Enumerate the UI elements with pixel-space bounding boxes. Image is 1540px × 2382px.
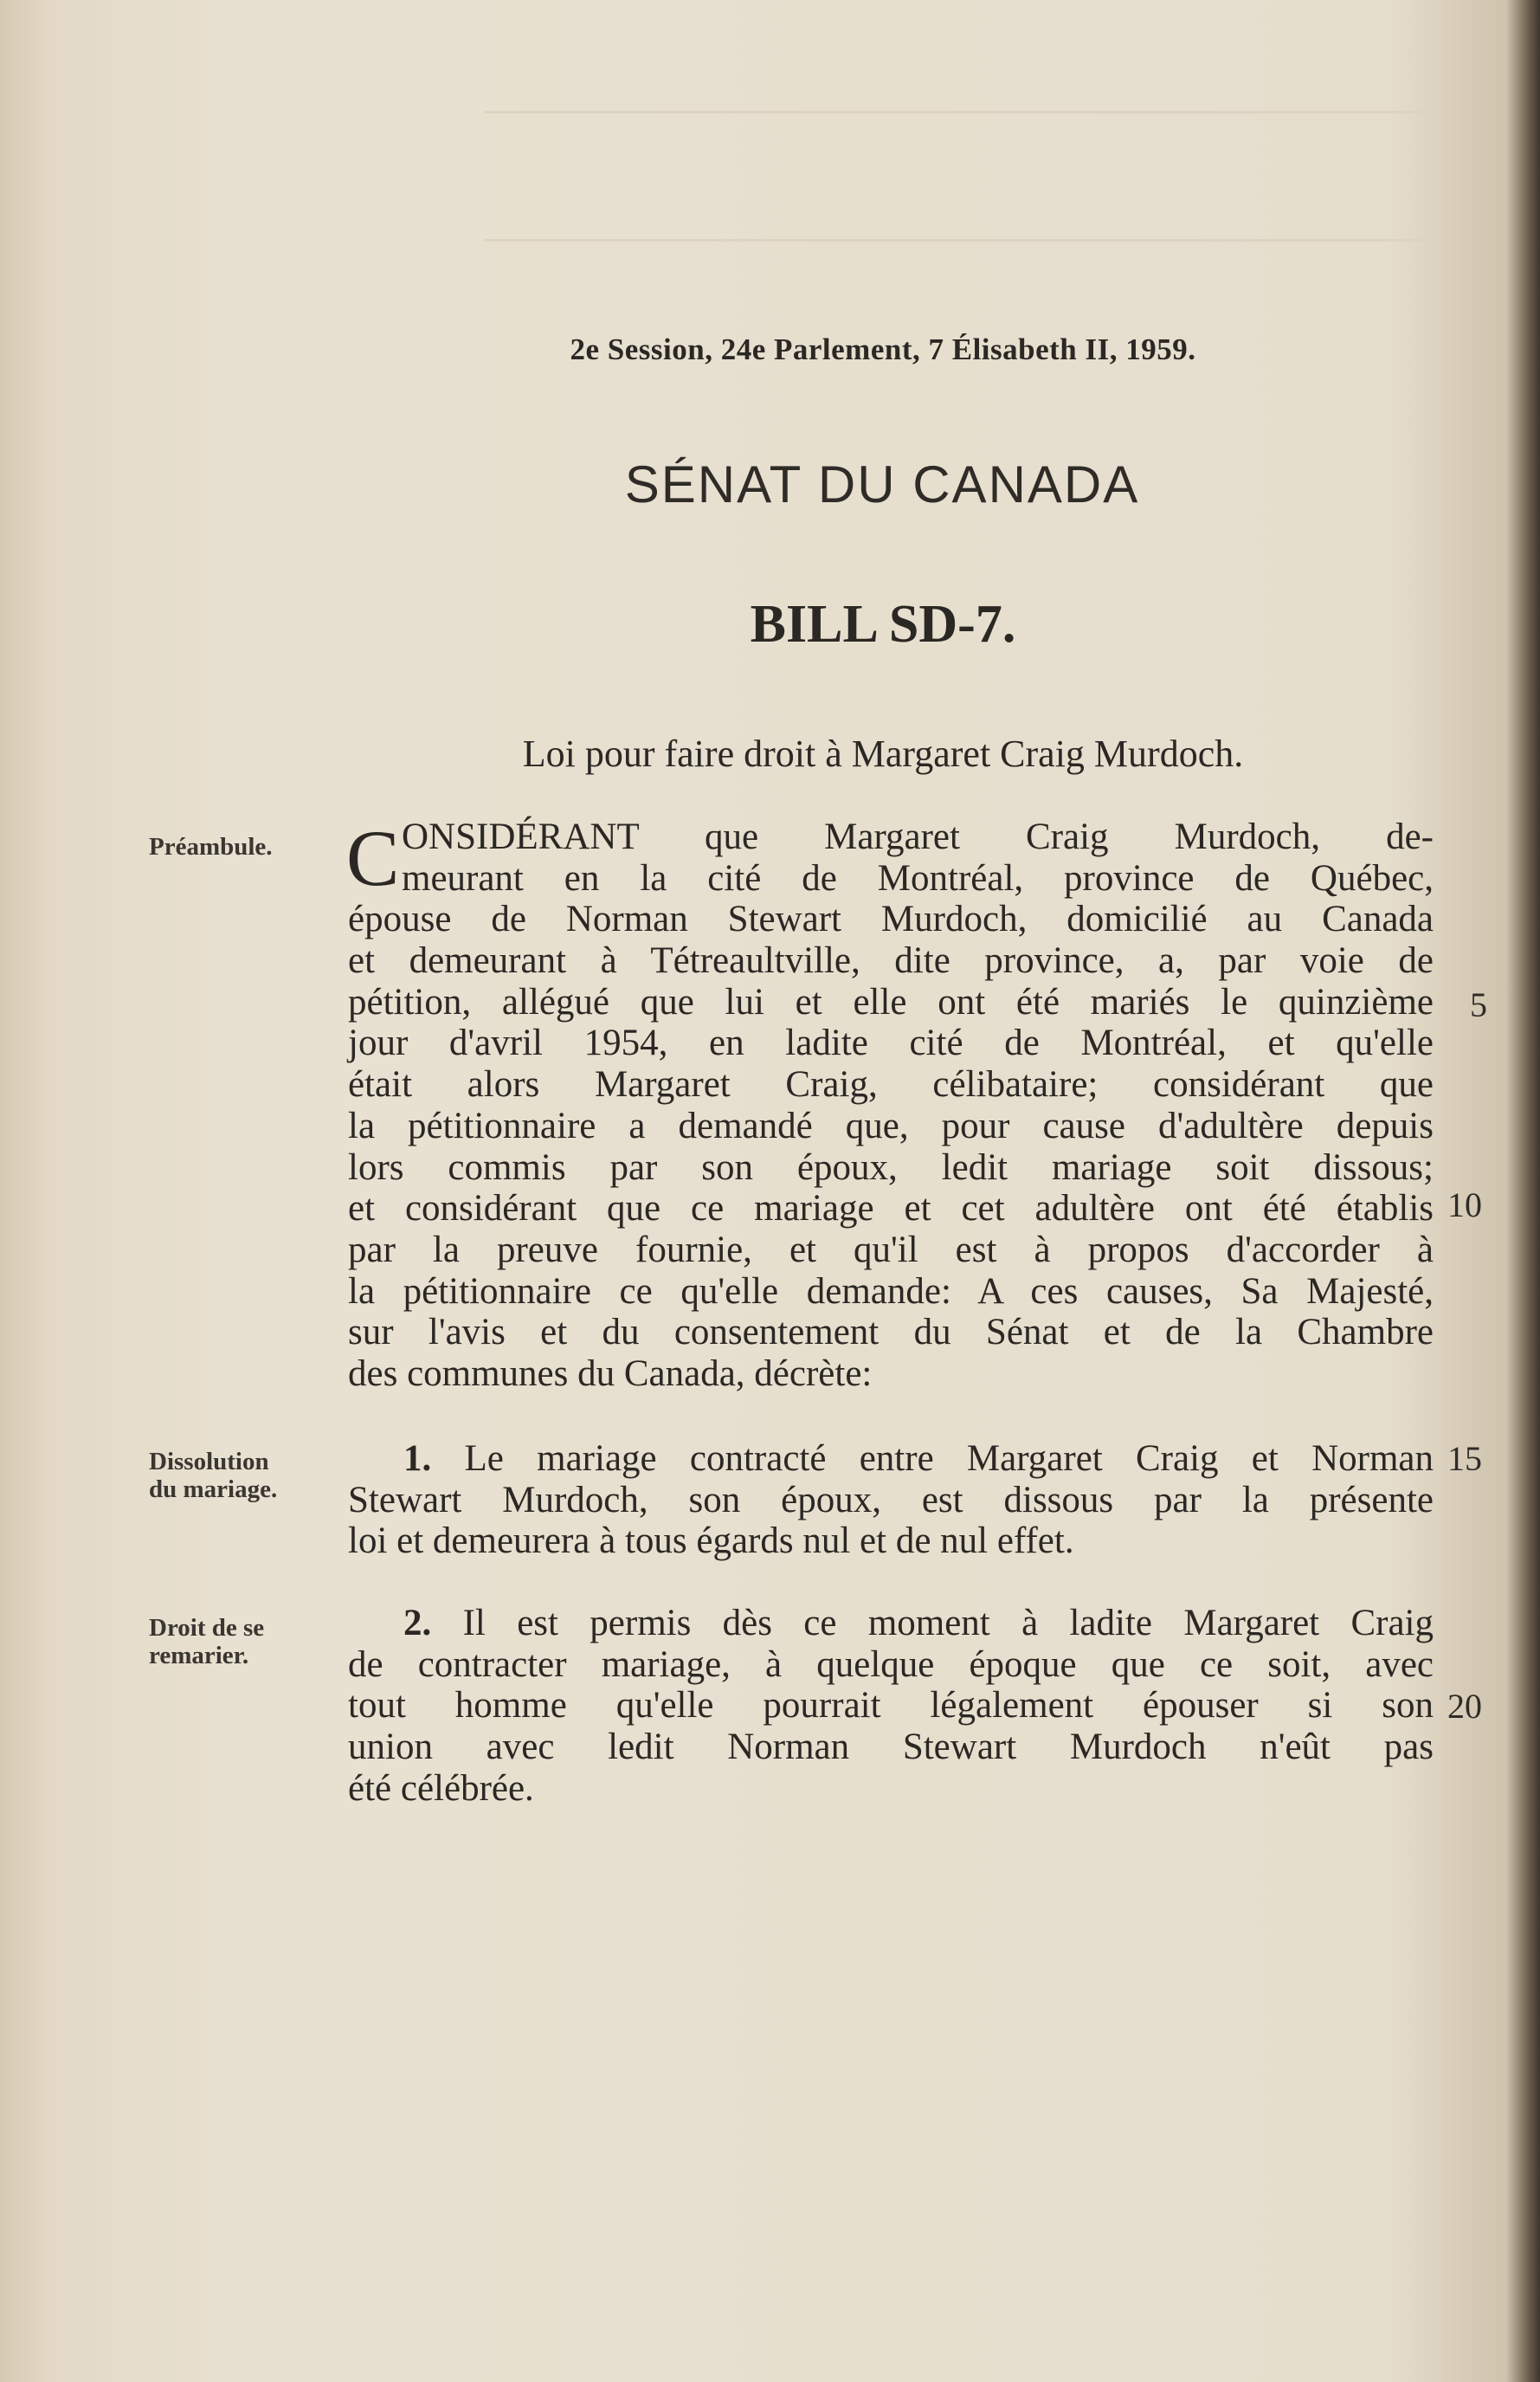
text-line: était alors Margaret Craig, célibataire; considérant que — [348, 1064, 1434, 1106]
text-line: la pétitionnaire a demandé que, pour cause d'adultère depuis — [348, 1105, 1434, 1146]
chamber-heading: SÉNAT DU CANADA — [624, 455, 1140, 513]
text-line: Stewart Murdoch, son époux, est dissous par la présente — [348, 1479, 1434, 1520]
margin-note-dissolution — [149, 1448, 322, 1503]
text-line: meurant en la cité de Montréal, province de Québec, — [402, 857, 1434, 899]
margin-note-text: Préambule. — [149, 833, 273, 861]
text-line: pétition, allégué que lui et elle ont été mariés le quinzième — [348, 981, 1434, 1023]
text-line-content: Il est permis dès ce moment à ladite Margaret Craig — [462, 1603, 1434, 1643]
text-line: de contracter mariage, à quelque époque que ce soit, avec — [348, 1643, 1434, 1685]
text-line: et demeurant à Tétreaultville, dite province, a, par voie de — [348, 940, 1434, 982]
text-line — [348, 1438, 1434, 1480]
line-number: 20 — [1447, 1687, 1482, 1726]
line-number: 15 — [1447, 1439, 1482, 1478]
text-line: jour d'avril 1954, en ladite cité de Montréal, et qu'elle — [348, 1023, 1434, 1064]
margin-note-text: remarier. — [149, 1642, 249, 1669]
text-line: lors commis par son époux, ledit mariage soit dissous; — [348, 1146, 1434, 1188]
text-line: été célébrée. — [348, 1767, 534, 1809]
session-heading: 2e Session, 24e Parlement, 7 Élisabeth II, 1959. — [570, 332, 1196, 366]
margin-note-preamble — [149, 833, 322, 861]
text-line: et considérant que ce mariage et cet adultère ont été établis — [348, 1188, 1434, 1230]
margin-note-remarry — [149, 1614, 322, 1669]
text-line: tout homme qu'elle pourrait légalement épouser si son — [348, 1685, 1434, 1727]
section-2 — [348, 1603, 1434, 1809]
section-number: 2. — [403, 1603, 432, 1643]
line-number: 10 — [1447, 1185, 1482, 1224]
bill-number: BILL SD-7. — [750, 595, 1016, 654]
text-line: union avec ledit Norman Stewart Murdoch n'eût pas — [348, 1727, 1434, 1768]
text-line: ONSIDÉRANT que Margaret Craig Murdoch, de- — [402, 817, 1434, 857]
bleed-through-rule — [485, 239, 1437, 242]
text-line: par la preuve fournie, et qu'il est à propos d'accorder à — [348, 1229, 1434, 1270]
margin-note-text: Droit de se — [149, 1614, 265, 1642]
section-number: 1. — [403, 1438, 432, 1479]
section-1 — [348, 1438, 1434, 1562]
margin-note-text: du mariage. — [149, 1475, 278, 1503]
text-line: des communes du Canada, décrète: — [348, 1352, 873, 1394]
text-line: loi et demeurera à tous égards nul et de nul effet. — [348, 1520, 1074, 1562]
text-line: la pétitionnaire ce qu'elle demande: A ces causes, Sa Majesté, — [348, 1270, 1434, 1312]
text-line — [348, 1603, 1434, 1644]
preamble-paragraph — [346, 814, 1434, 1395]
bill-title: Loi pour faire droit à Margaret Craig Murdoch. — [522, 733, 1244, 775]
line-number: 5 — [1470, 985, 1487, 1024]
bleed-through-rule — [485, 111, 1437, 113]
text-line-content: Le mariage contracté entre Margaret Craig et Norman — [464, 1438, 1434, 1479]
margin-note-text: Dissolution — [149, 1448, 269, 1475]
dropcap-letter: C — [346, 814, 400, 902]
text-line: épouse de Norman Stewart Murdoch, domicilié au Canada — [348, 899, 1434, 940]
text-line: sur l'avis et du consentement du Sénat et de la Chambre — [348, 1312, 1434, 1353]
